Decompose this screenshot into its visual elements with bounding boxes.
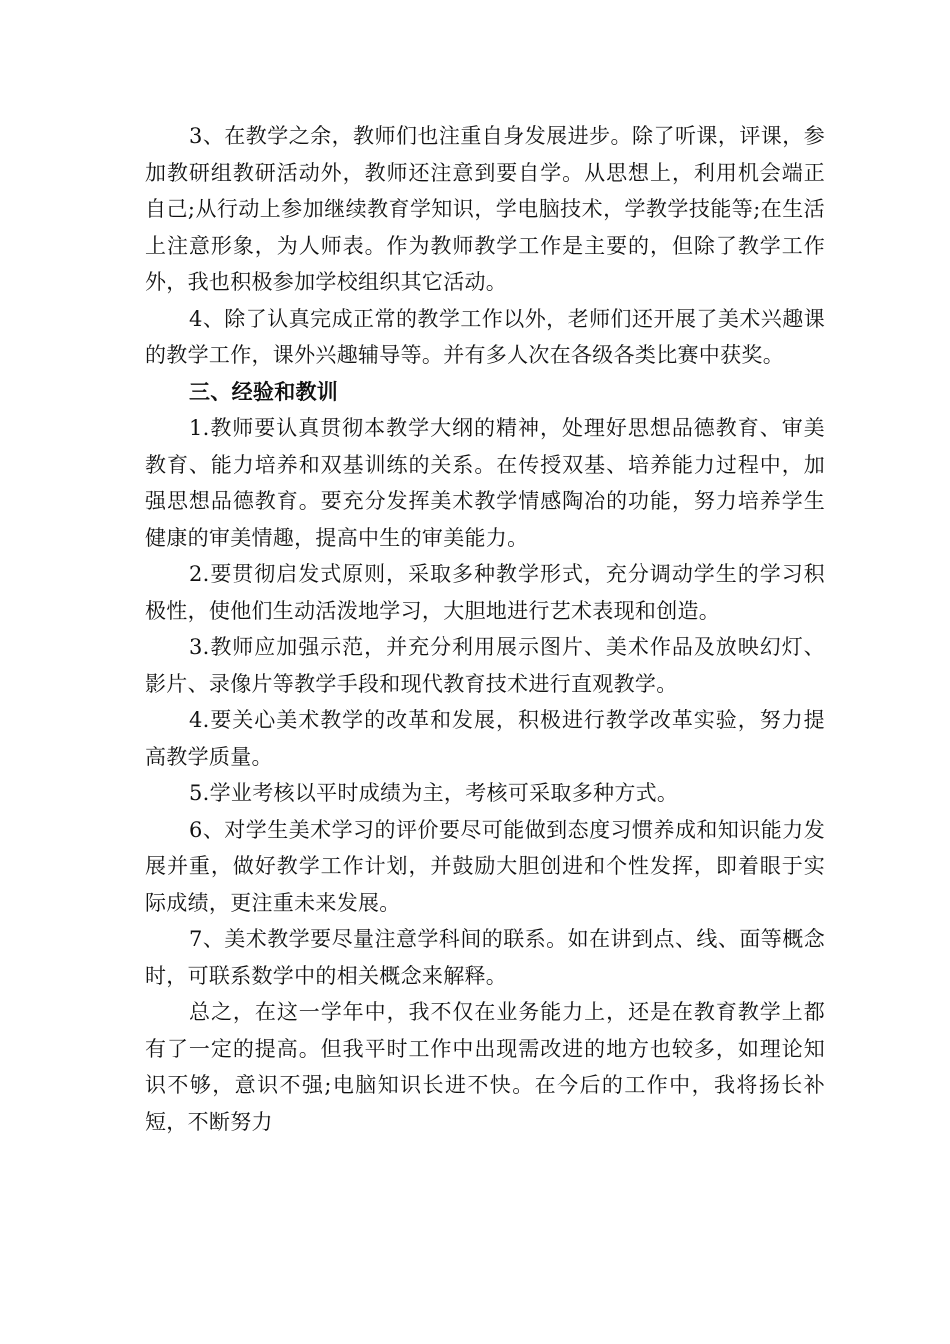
paragraph-3: 3、在教学之余，教师们也注重自身发展进步。除了听课，评课，参加教研组教研活动外，教师还注意到要自学。从思想上，利用机会端正自己;从行动上参加继续教育学知识，学电脑技术，学教学技能等;在生活上注意形象，为人师表。作为教师教学工作是主要的，但除了教学工作外，我也积极参加学校组织其它活动。	[145, 124, 825, 294]
lesson-paragraph-6: 6、对学生美术学习的评价要尽可能做到态度习惯养成和知识能力发展并重，做好教学工作计划，并鼓励大胆创进和个性发挥，即着眼于实际成绩，更注重未来发展。	[145, 817, 825, 915]
lesson-paragraph-2: 2.要贯彻启发式原则，采取多种教学形式，充分调动学生的学习积极性，使他们生动活泼地学习，大胆地进行艺术表现和创造。	[145, 562, 825, 623]
paragraph-4: 4、除了认真完成正常的教学工作以外，老师们还开展了美术兴趣课的教学工作，课外兴趣辅导等。并有多人次在各级各类比赛中获奖。	[145, 306, 825, 367]
summary-paragraph: 总之，在这一学年中，我不仅在业务能力上，还是在教育教学上都有了一定的提高。但我平时工作中出现需改进的地方也较多，如理论知识不够，意识不强;电脑知识长进不快。在今后的工作中，我将扬长补短，不断努力	[145, 1000, 825, 1134]
section-heading: 三、经验和教训	[189, 379, 339, 404]
lesson-paragraph-4: 4.要关心美术教学的改革和发展，积极进行教学改革实验，努力提高教学质量。	[145, 708, 825, 769]
lesson-paragraph-1: 1.教师要认真贯彻本教学大纲的精神，处理好思想品德教育、审美教育、能力培养和双基训练的关系。在传授双基、培养能力过程中，加强思想品德教育。要充分发挥美术教学情感陶冶的功能，努力培养学生健康的审美情趣，提高中生的审美能力。	[145, 416, 825, 550]
lesson-paragraph-7: 7、美术教学要尽量注意学科间的联系。如在讲到点、线、面等概念时，可联系数学中的相关概念来解释。	[145, 927, 825, 988]
lesson-paragraph-5: 5.学业考核以平时成绩为主，考核可采取多种方式。	[189, 781, 679, 805]
document-body	[145, 118, 825, 1140]
lesson-paragraph-3: 3.教师应加强示范，并充分利用展示图片、美术作品及放映幻灯、影片、录像片等教学手段和现代教育技术进行直观教学。	[145, 635, 825, 696]
